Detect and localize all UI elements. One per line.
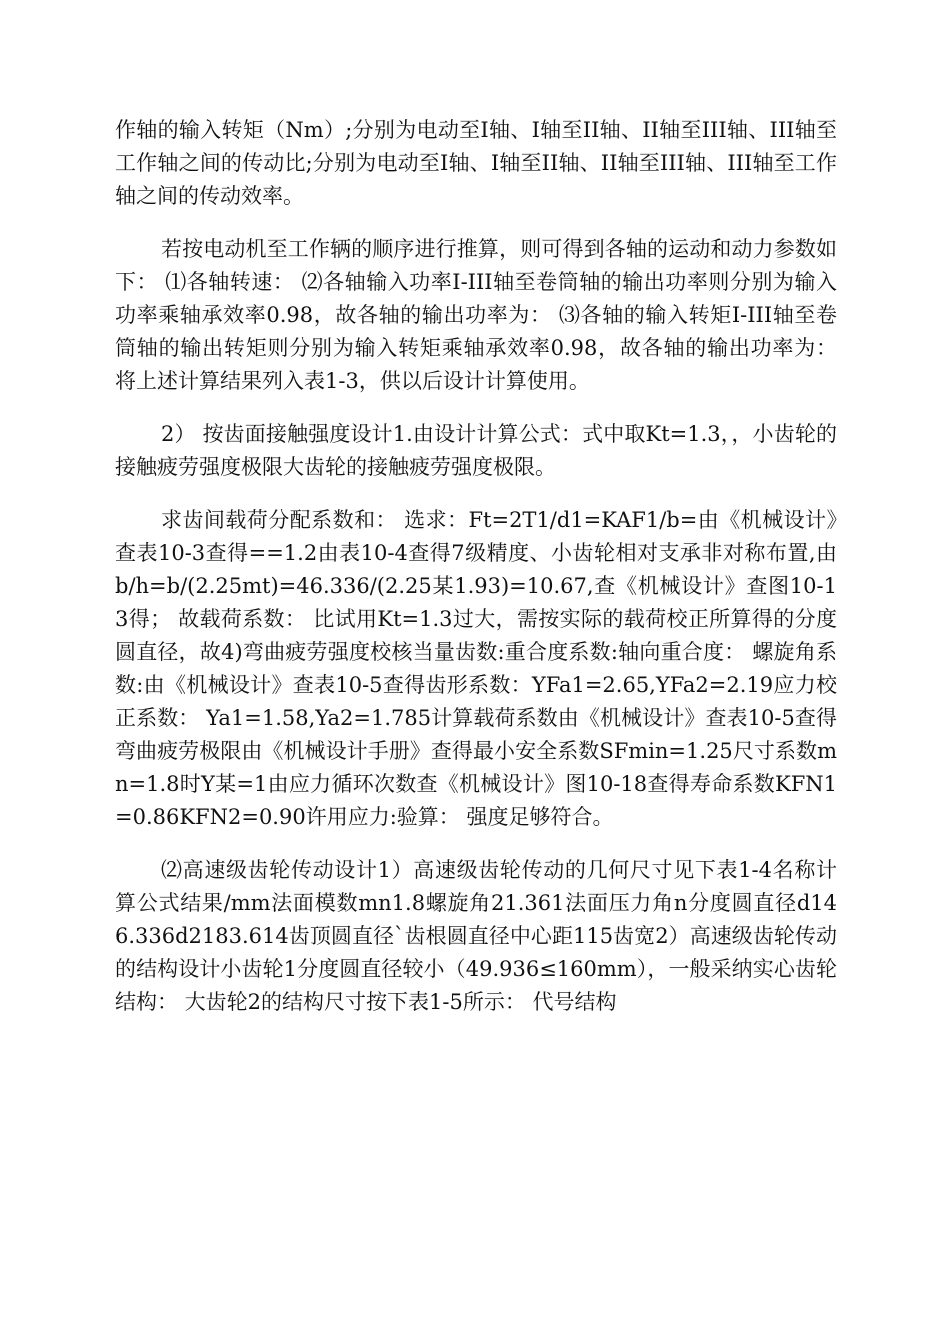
paragraph-contact-strength: 2） 按齿面接触强度设计1.由设计计算公式：式中取Kt=1.3，，小齿轮的接触疲劳强度极限大齿轮的接触疲劳强度极限。 (115, 422, 837, 479)
paragraph-high-speed-gear-design: ⑵高速级齿轮传动设计1）高速级齿轮传动的几何尺寸见下表1-4名称计算公式结果/mm法面模数mn1.8螺旋角21.361法面压力角n分度圆直径d146.336d2183.614齿顶圆直径`齿根圆直径中心距115齿宽2）高速级齿轮传动的结构设计小齿轮1分度圆直径较小（49.936≤160mm），一般采纳实心齿轮结构： 大齿轮2的结构尺寸按下表1-5所示： 代号结构 (115, 858, 837, 1014)
paragraph-load-factors: 求齿间载荷分配系数和： 选求：Ft=2T1/d1=KAF1/b=由《机械设计》查表10-3查得==1.2由表10-4查得7级精度、小齿轮相对支承非对称布置,由b/h=b/(2.25mt)=46.336/(2.25某1.93)=10.67,查《机械设计》查图10-13得； 故载荷系数： 比试用Kt=1.3过大，需按实际的载荷校正所算得的分度圆直径，故4)弯曲疲劳强度校核当量齿数:重合度系数:轴向重合度： 螺旋角系数:由《机械设计》查表10-5查得齿形系数：YFa1=2.65,YFa2=2.19应力校正系数： Ya1=1.58,Ya2=1.785计算载荷系数由《机械设计》查表10-5查得弯曲疲劳极限由《机械设计手册》查得最小安全系数SFmin=1.25尺寸系数mn=1.8时Y某=1由应力循环次数查《机械设计》图10-18查得寿命系数KFN1=0.86KFN2=0.90许用应力:验算： 强度足够符合。 (115, 508, 837, 829)
paragraph-transmission-definitions: 作轴的输入转矩（Nm）;分别为电动至I轴、I轴至II轴、II轴至III轴、III轴至工作轴之间的传动比;分别为电动至I轴、I轴至II轴、II轴至III轴、III轴至工作轴之间的传动效率。 (115, 118, 837, 208)
paragraph-shaft-parameters: 若按电动机至工作辆的顺序进行推算，则可得到各轴的运动和动力参数如下： ⑴各轴转速： ⑵各轴输入功率I-III轴至卷筒轴的输出功率则分别为输入功率乘轴承效率0.98，故各轴的输出功率为： ⑶各轴的输入转矩I-III轴至卷筒轴的输出转矩则分别为输入转矩乘轴承效率0.98，故各轴的输出功率为： 将上述计算结果列入表1-3，供以后设计计算使用。 (115, 237, 837, 393)
document-body (115, 114, 837, 1039)
